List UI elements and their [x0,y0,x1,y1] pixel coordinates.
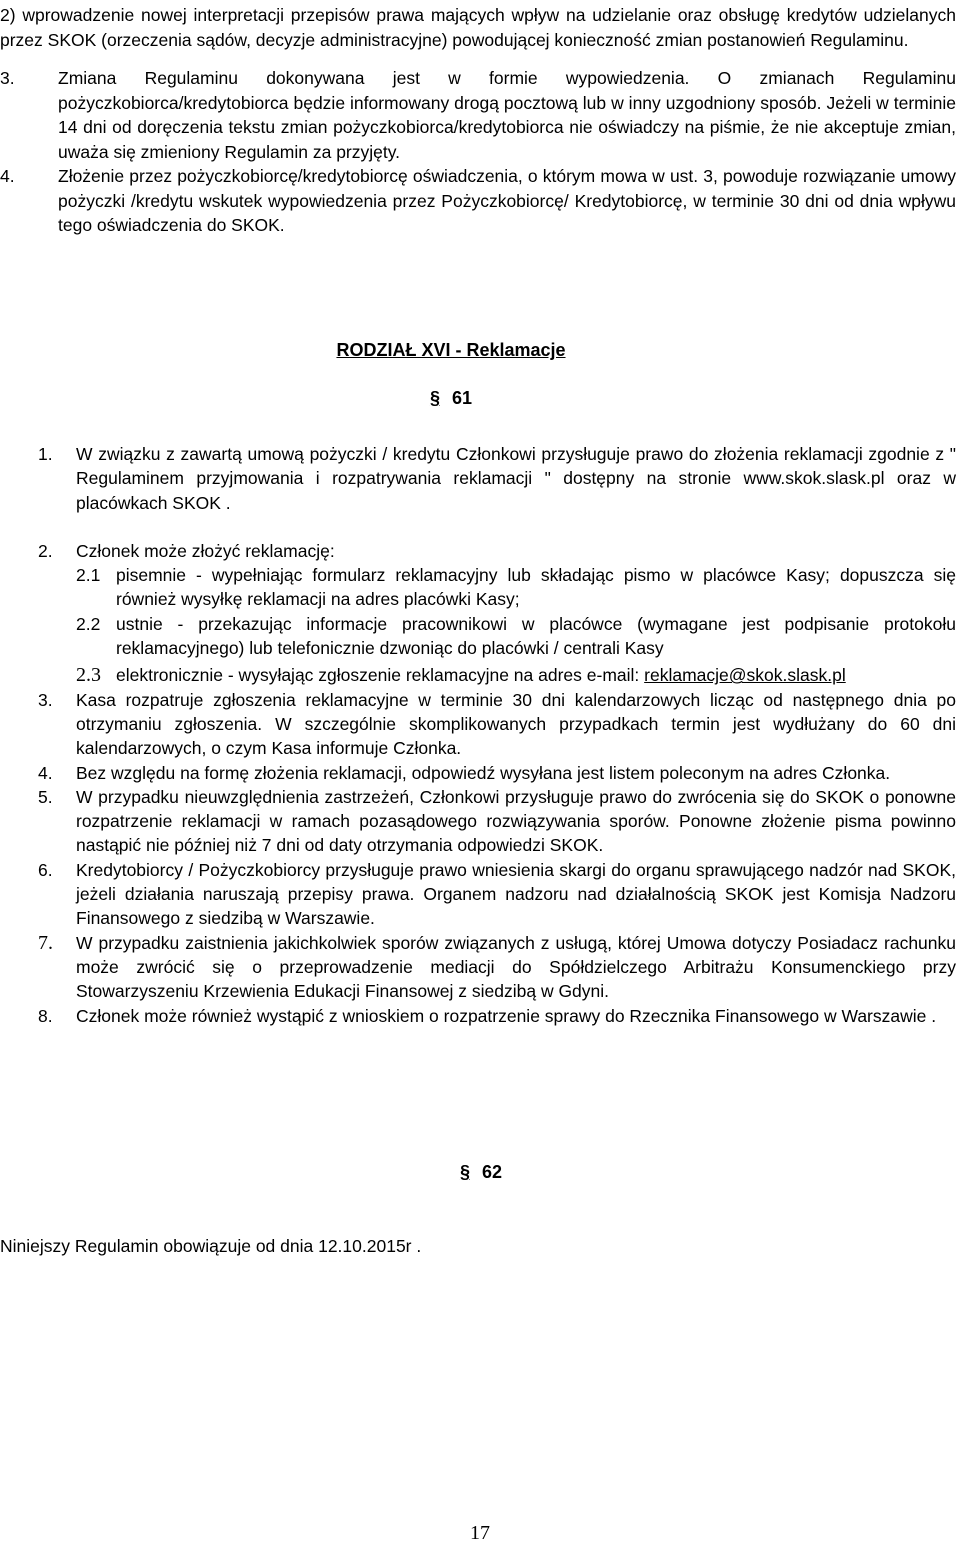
list-item-text: Kredytobiorcy / Pożyczkobiorcy przysługuje prawo wniesienia skargi do organu sprawującego nadzór nad SKOK, jeżeli działania naruszają przepisy prawa. Organem nadzoru nad działalnością SKOK jest Komisja Nadzoru Finansowego z siedzibą w Warszawie. [76,859,956,929]
sublist-item [76,612,956,661]
list-item-number: 6. [38,859,53,880]
list-item-number: 5. [38,786,53,807]
sublist-item-number: 2.1 [76,565,101,586]
chapter-heading: RODZIAŁ XVI - Reklamacje [336,340,566,360]
list-item-text: W przypadku zaistnienia jakichkolwiek sporów związanych z usługą, której Umowa dotyczy Posiadacz rachunku może zwrócić się o przeprowadzenie mediacji do Spółdzielczego Arbitrażu Konsumenckiego przy Stowarzyszeniu Krzewienia Edukacji Finansowej z siedzibą w Gdyni. [76,932,956,1002]
list-item [38,688,956,761]
section-symbol: § [459,1162,470,1182]
sublist-item-text: elektronicznie - wysyłając zgłoszenie reklamacyjne na adres e-mail: [116,665,640,686]
list-item-text: Bez względu na formę złożenia reklamacji, odpowiedź wysyłana jest listem poleconym na adres Członka. [76,762,891,783]
email-link[interactable]: reklamacje@skok.slask.pl [644,665,846,686]
list-item [38,761,956,785]
section-62-heading [30,1162,932,1183]
sublist-item-number: 2.3 [76,664,101,687]
list-item-number: 1. [38,444,53,464]
page-number: 17 [470,1522,490,1544]
section-number: 62 [481,1162,503,1182]
sublist-item [76,563,956,612]
list-item [38,858,956,931]
sublist-item-text: ustnie - przekazując informacje pracownikowi w placówce (wymagane jest podpisanie protokołu reklamacyjnego) lub telefonicznie dzwoniąc do placówki / centrali Kasy [116,613,956,659]
sublist-item-text: pisemnie - wypełniając formularz reklamacyjny lub składając pismo w placówce Kasy; dopuszcza się również wysyłkę reklamacji na adres placówki Kasy; [116,565,956,610]
section-symbol: § [429,388,440,408]
paragraph-3 [0,66,956,164]
list-item-text: Członek może złożyć reklamację: [76,540,335,561]
top-section [0,3,956,238]
complaints-list [38,442,956,1028]
paragraph-4-number: 4. [0,166,15,186]
list-item-text: W przypadku nieuwzględnienia zastrzeżeń, Członkowi przysługuje prawo do zwrócenia się do SKOK o ponowne rozpatrzenie reklamacji w ramach pozasądowego rozwiązywania sporów. Ponowne złożenie pisma powinno nastąpić nie później niż 7 dni od daty otrzymania odpowiedzi SKOK. [76,786,956,856]
closing-statement: Niniejszy Regulamin obowiązuje od dnia 12.10.2015r . [0,1236,422,1256]
sublist-item [76,663,956,687]
list-item-number: 7. [38,931,53,954]
paragraph-2 [0,3,956,52]
list-item-number: 3. [38,689,53,710]
paragraph-2-text: 2) wprowadzenie nowej interpretacji przepisów prawa mających wpływ na udzielanie oraz obsługę kredytów udzielanych przez SKOK (orzeczenia sądów, decyzje administracyjne) powodującej konieczność zmian postanowień Regulaminu. [0,5,956,50]
list-item-number: 8. [38,1005,53,1026]
section-61-heading [0,388,902,409]
sublist-item-number: 2.2 [76,613,101,634]
list-item [38,931,956,1004]
list-item [38,785,956,858]
list-item [38,539,956,563]
section-number: 61 [451,388,473,408]
sublist [38,563,956,687]
list-item-text: W związku z zawartą umową pożyczki / kredytu Członkowi przysługuje prawo do złożenia reklamacji zgodnie z " Regulaminem przyjmowania i rozpatrywania reklamacji " dostępny na stronie www.skok.slask.pl oraz w placówkach SKOK . [76,444,956,513]
list-item-text: Członek może również wystąpić z wnioskiem o rozpatrzenie sprawy do Rzecznika Finansowego w Warszawie . [76,1005,937,1026]
paragraph-4-text: Złożenie przez pożyczkobiorcę/kredytobiorcę oświadczenia, o którym mowa w ust. 3, powoduje rozwiązanie umowy pożyczki /kredytu wskutek wypowiedzenia przez Pożyczkobiorcę/ Kredytobiorcę, w terminie 30 dni od dnia wpływu tego oświadczenia do SKOK. [58,166,956,235]
list-item-number: 4. [38,762,53,783]
list-item [38,442,956,515]
paragraph-4 [0,164,956,238]
paragraph-3-text: Zmiana Regulaminu dokonywana jest w formie wypowiedzenia. O zmianach Regulaminu pożyczkobiorca/kredytobiorca będzie informowany drogą pocztową lub w inny uzgodniony sposób. Jeżeli w terminie 14 dni od doręczenia tekstu zmian pożyczkobiorca/kredytobiorca nie oświadczy na piśmie, że nie akceptuje zmian, uważa się zmieniony Regulamin za przyjęty. [58,68,956,162]
paragraph-3-number: 3. [0,68,15,88]
list-item-text: Kasa rozpatruje zgłoszenia reklamacyjne w terminie 30 dni kalendarzowych licząc od następnego dnia po otrzymaniu zgłoszenia. W szczególnie skomplikowanych przypadkach termin jest wydłużany do 60 dni kalendarzowych, o czym Kasa informuje Członka. [76,689,956,759]
list-item-number: 2. [38,540,53,561]
list-item [38,1004,956,1028]
